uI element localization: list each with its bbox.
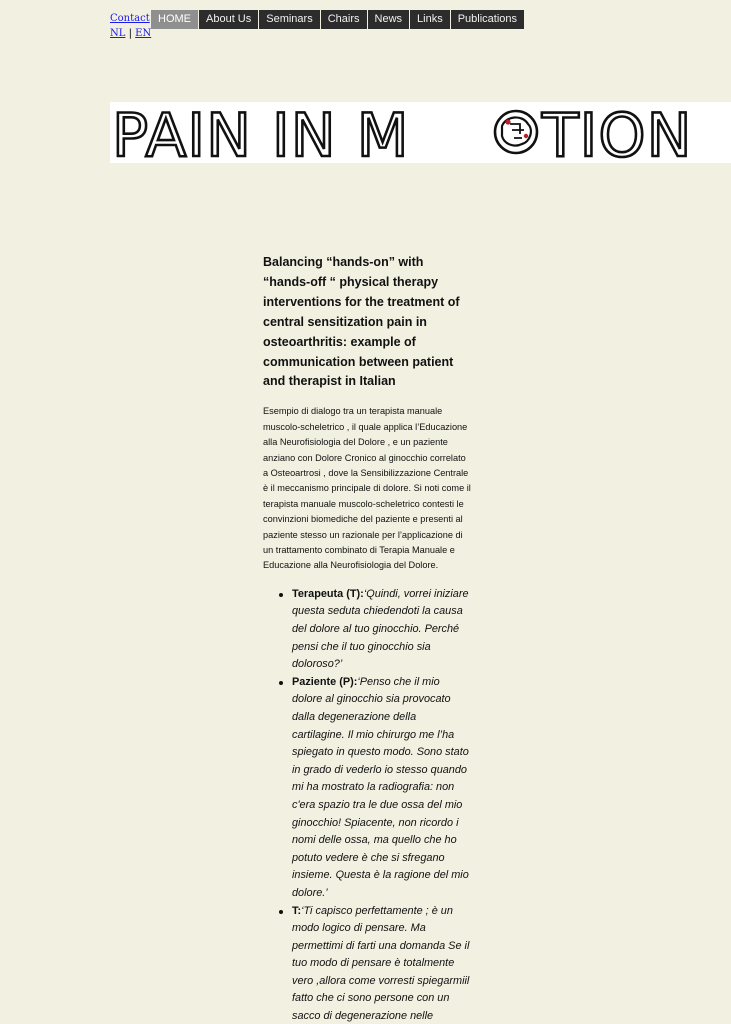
- lang-en-link[interactable]: EN: [135, 28, 152, 39]
- nav-news[interactable]: News: [368, 10, 410, 29]
- svg-text:TION: TION: [542, 102, 693, 163]
- top-links: [110, 11, 156, 41]
- nav-seminars[interactable]: Seminars: [259, 10, 319, 29]
- logo-banner[interactable]: [110, 102, 731, 163]
- dialogue-item: [292, 586, 470, 674]
- speaker-label: Terapeuta (T):: [292, 587, 364, 600]
- svg-text:PAIN IN M: PAIN IN M: [112, 102, 410, 163]
- dialogue-text: ‘Penso che il mio dolore al ginocchio sia provocato dalla degenerazione della cartilagine. Il mio chirurgo me l’ha spiegato in questo modo. Sono stato in grado di vederlo io stesso quando mi ha mostrato la radiografia: non c'era spazio tra le due ossa del mio ginocchio! Spiacente, non ricordo i nomi delle ossa, ma quello che ho potuto vedere è che si sfregano insieme. Questa è la ragione del mio dolore.’: [292, 675, 469, 899]
- dialogue-text: ‘Ti capisco perfettamente ; è un modo logico di pensare. Ma permettimi di farti una domanda Se il tuo modo di pensare è totalmente vero ,allora come vorresti spiegarmiil fatto che ci sono persone con un sacco di degenerazione nelle: [292, 904, 470, 1023]
- separator: |: [128, 28, 132, 39]
- brain-icon: [495, 111, 537, 153]
- speaker-label: Paziente (P):: [292, 675, 358, 688]
- nav-publications[interactable]: Publications: [451, 10, 524, 29]
- dialogue-text: ‘Quindi, vorrei iniziare questa seduta chiedendoti la causa del dolore al tuo ginocchio. Perché pensi che il tuo ginocchio sia doloroso?’: [292, 587, 469, 671]
- speaker-label: T:: [292, 904, 302, 917]
- main-nav: [151, 10, 524, 29]
- article-title: Balancing “hands-on” with “hands-off “ physical therapy interventions for the treatment of central sensitization pain in osteoarthritis: example of communication between patient and therapist in Italian: [263, 255, 460, 389]
- nav-about-us[interactable]: About Us: [199, 10, 258, 29]
- nav-chairs[interactable]: Chairs: [321, 10, 367, 29]
- nav-home[interactable]: HOME: [151, 10, 198, 29]
- nav-links[interactable]: Links: [410, 10, 450, 29]
- article-intro: Esempio di dialogo tra un terapista manuale muscolo-scheletrico , il quale applica l’Educazione alla Neurofisiologia del Dolore , e un paziente anziano con Dolore Cronico al ginocchio correlato a Osteoartrosi , dove la Sensibilizzazione Centrale è il meccanismo principale di dolore. Si noti come il terapista manuale muscolo-scheletrico contesti le convinzioni biomediche del paziente e presenti al paziente stesso un razionale per l’applicazione di un trattamento combinato di Terapia Manuale e Educazione alla Neurofisiologia del Dolore.: [263, 406, 471, 571]
- lang-nl-link[interactable]: NL: [110, 28, 126, 39]
- dialogue-item: [292, 674, 470, 903]
- article: [263, 253, 473, 1024]
- dialogue-item: [292, 903, 470, 1024]
- contact-link[interactable]: Contact: [110, 13, 150, 24]
- pain-in-motion-logo: [110, 102, 731, 163]
- dialogue-list: [263, 586, 473, 1024]
